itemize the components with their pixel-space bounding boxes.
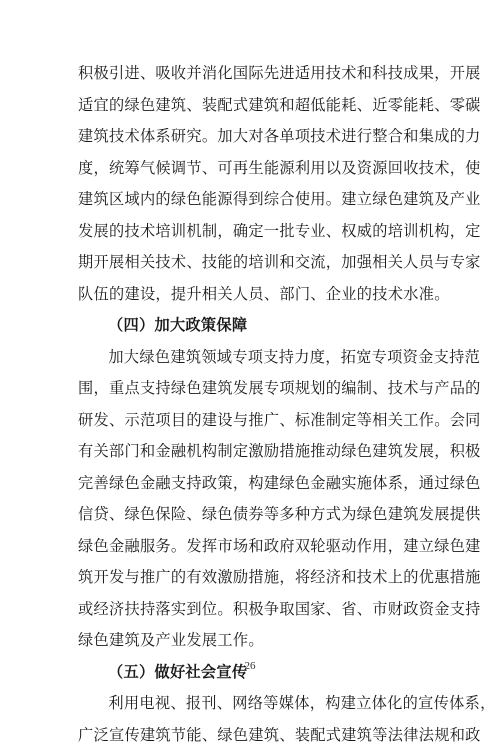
- text-line: 绿色金融服务。发挥市场和政府双轮驱动作用，建立绿色建: [78, 531, 430, 563]
- text-line: 适宜的绿色建筑、装配式建筑和超低能耗、近零能耗、零碳: [78, 90, 430, 122]
- text-line: 队伍的建设，提升相关人员、部门、企业的技术水准。: [78, 279, 430, 311]
- text-line: 度，统筹气候调节、可再生能源利用以及资源回收技术，使: [78, 153, 430, 185]
- paragraph-publicity: [78, 688, 430, 751]
- paragraph-policy-support: [78, 342, 430, 657]
- text-line: 围，重点支持绿色建筑发展专项规划的编制、技术与产品的: [78, 373, 430, 405]
- text-line: 广泛宣传建筑节能、绿色建筑、装配式建筑等法律法规和政: [78, 720, 430, 751]
- text-line: 加大绿色建筑领域专项支持力度，拓宽专项资金支持范: [78, 342, 430, 374]
- section-heading-policy-support: （四）加大政策保障: [78, 310, 430, 342]
- text-line: 建筑区域内的绿色能源得到综合使用。建立绿色建筑及产业: [78, 184, 430, 216]
- text-line: 发展的技术培训机制，确定一批专业、权威的培训机构，定: [78, 216, 430, 248]
- text-line: 期开展相关技术、技能的培训和交流，加强相关人员与专家: [78, 247, 430, 279]
- text-line: 筑开发与推广的有效激励措施，将经济和技术上的优惠措施: [78, 562, 430, 594]
- text-line: 有关部门和金融机构制定激励措施推动绿色建筑发展，积极: [78, 436, 430, 468]
- section-heading-publicity: （五）做好社会宣传: [78, 657, 430, 689]
- text-line: 绿色建筑及产业发展工作。: [78, 625, 430, 657]
- text-line: 或经济扶持落实到位。积极争取国家、省、市财政资金支持: [78, 594, 430, 626]
- text-line: 利用电视、报刊、网络等媒体，构建立体化的宣传体系，: [78, 688, 430, 720]
- text-line: 积极引进、吸收并消化国际先进适用技术和科技成果，开展: [78, 58, 430, 90]
- text-line: 完善绿色金融支持政策，构建绿色金融实施体系，通过绿色: [78, 468, 430, 500]
- page-body: [78, 58, 430, 751]
- page-number: 26: [0, 660, 500, 672]
- text-line: 研发、示范项目的建设与推广、标准制定等相关工作。会同: [78, 405, 430, 437]
- text-line: 信贷、绿色保险、绿色债券等多种方式为绿色建筑发展提供: [78, 499, 430, 531]
- text-line: 建筑技术体系研究。加大对各单项技术进行整合和集成的力: [78, 121, 430, 153]
- paragraph-tech-research: [78, 58, 430, 310]
